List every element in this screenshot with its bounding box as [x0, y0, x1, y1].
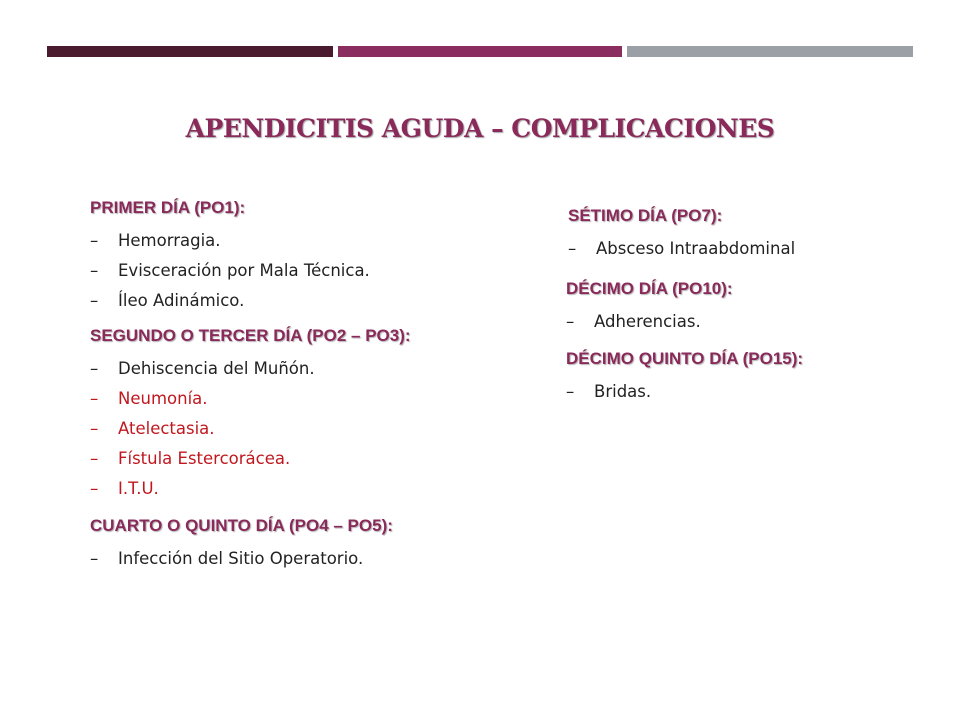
list-item: – Dehiscencia del Muñón.: [90, 359, 315, 378]
slide-title: APENDICITIS AGUDA – COMPLICACIONES: [185, 114, 775, 143]
list-item: – Íleo Adinámico.: [90, 291, 245, 310]
top-bar-dark: [47, 46, 333, 57]
section-heading: DÉCIMO DÍA (PO10):: [566, 279, 733, 298]
list-item: – Neumonía.: [90, 389, 208, 408]
section-po7: [568, 204, 795, 264]
list-item: – Evisceración por Mala Técnica.: [90, 261, 370, 280]
list-item: – Hemorragia.: [90, 231, 221, 250]
top-bar-gray: [627, 46, 913, 57]
list-item: – Atelectasia.: [90, 419, 215, 438]
section-po1: [90, 196, 370, 316]
section-heading: SEGUNDO O TERCER DÍA (PO2 – PO3):: [90, 326, 411, 345]
list-item: – Adherencias.: [566, 312, 701, 331]
section-po15: [566, 347, 803, 407]
list-item: – I.T.U.: [90, 479, 159, 498]
section-heading: DÉCIMO QUINTO DÍA (PO15):: [566, 349, 804, 368]
list-item: – Fístula Estercorácea.: [90, 449, 291, 468]
list-item: – Absceso Intraabdominal: [568, 239, 796, 258]
top-bar-magenta: [338, 46, 622, 57]
section-po4-po5: [90, 514, 393, 574]
section-heading: PRIMER DÍA (PO1):: [90, 198, 246, 217]
section-po2-po3: [90, 324, 411, 504]
list-item: – Bridas.: [566, 382, 652, 401]
section-heading: SÉTIMO DÍA (PO7):: [568, 206, 723, 225]
section-po10: [566, 277, 733, 337]
section-heading: CUARTO O QUINTO DÍA (PO4 – PO5):: [90, 516, 393, 535]
list-item: – Infección del Sitio Operatorio.: [90, 549, 364, 568]
